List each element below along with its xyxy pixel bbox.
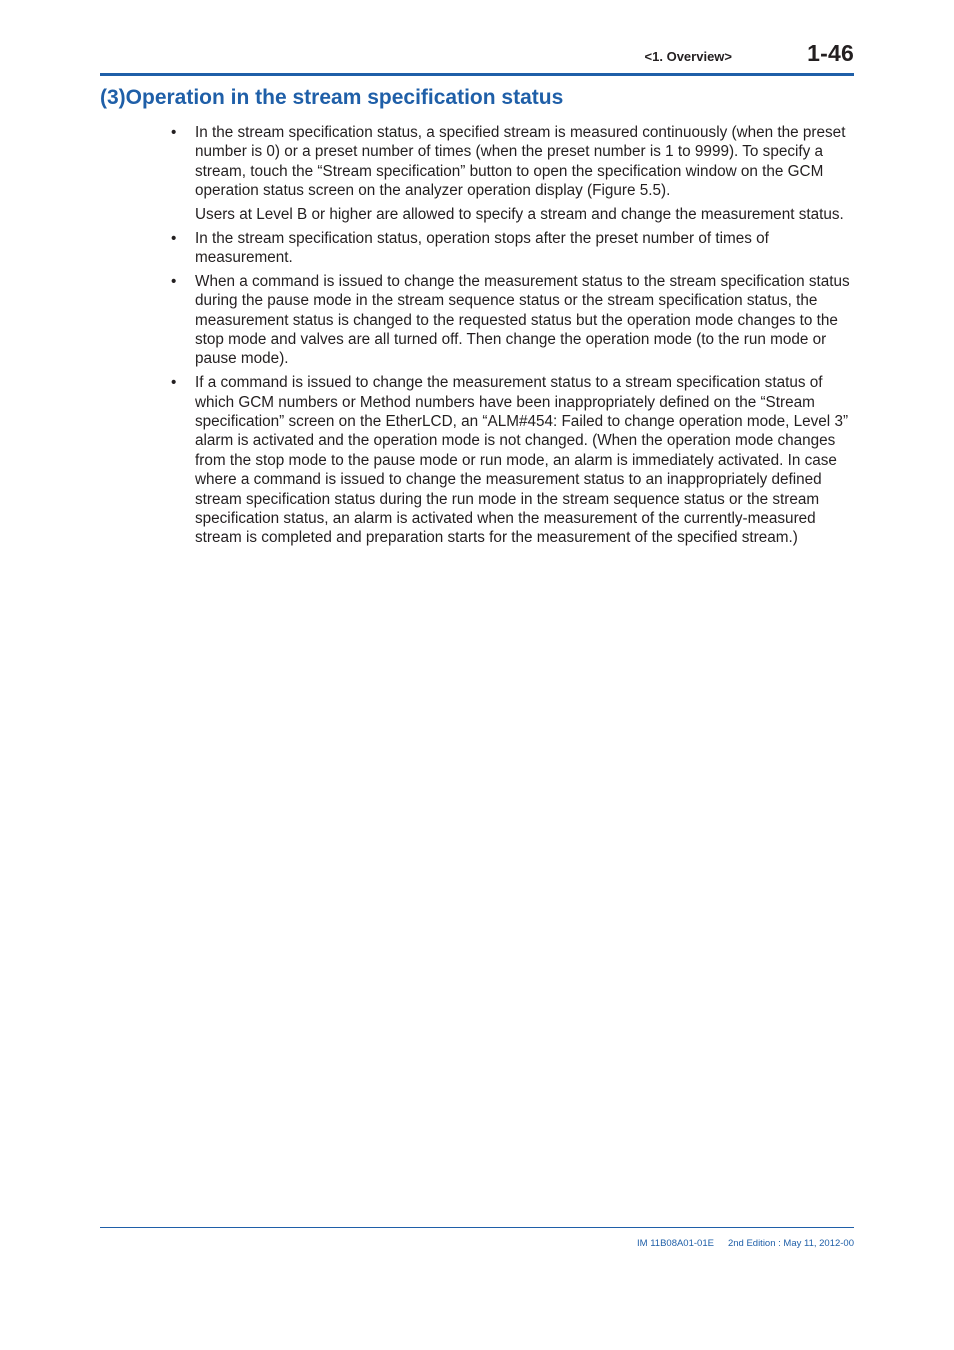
bullet-marker: • <box>171 374 177 392</box>
footer-divider <box>100 1227 854 1228</box>
bullet-marker: • <box>171 272 177 290</box>
bullet-item-1 <box>167 123 855 224</box>
edition-info: 2nd Edition : May 11, 2012-00 <box>727 1238 854 1249</box>
page-number: 1-46 <box>807 40 854 66</box>
bullet-item-4 <box>167 373 855 548</box>
bullet-marker: • <box>171 229 177 247</box>
chapter-label: <1. Overview> <box>644 49 732 64</box>
page-footer <box>637 1238 854 1249</box>
bullet-item-2 <box>167 229 855 268</box>
bullet-item-3 <box>167 272 855 369</box>
bullet-paragraph: Users at Level B or higher are allowed to specify a stream and change the measurement status. <box>195 206 844 224</box>
section-title: (3)Operation in the stream specification status <box>100 86 564 109</box>
bullet-paragraph: In the stream specification status, operation stops after the preset number of times of measurement. <box>195 229 769 267</box>
document-id: IM 11B08A01-01E <box>637 1238 714 1249</box>
bullet-paragraph: When a command is issued to change the measurement status to the stream specification status during the pause mode in the stream sequence status or the stream specification status, the measurement status is changed to the requested status but the operation mode changes to the stop mode and valves are all turned off. Then change the operation mode (to the run mode or pause mode). <box>195 272 850 368</box>
bullet-paragraph: In the stream specification status, a specified stream is measured continuously (when the preset number is 0) or a preset number of times (when the preset number is 1 to 9999). To specify a stream, touch the “Stream specification” button to open the specification window on the GCM operation status screen on the analyzer operation display (Figure 5.5). <box>195 124 846 200</box>
page-header <box>100 38 854 76</box>
bullet-paragraph: If a command is issued to change the measurement status to a stream specification status of which GCM numbers or Method numbers have been inappropriately defined on the “Stream specification” screen on the EtherLCD, an “ALM#454: Failed to change operation mode, Level 3” alarm is activated and the operation mode is not changed. (When the operation mode changes from the stop mode to the pause mode or run mode, an alarm is immediately activated. In case where a command is issued to change the measurement status to an inappropriately defined stream specification status during the run mode in the stream sequence status or the stream specification status, an alarm is activated when the measurement of the currently-measured stream is completed and preparation starts for the measurement of the specified stream.) <box>195 374 849 547</box>
bullet-list <box>167 123 855 552</box>
bullet-marker: • <box>171 124 177 141</box>
